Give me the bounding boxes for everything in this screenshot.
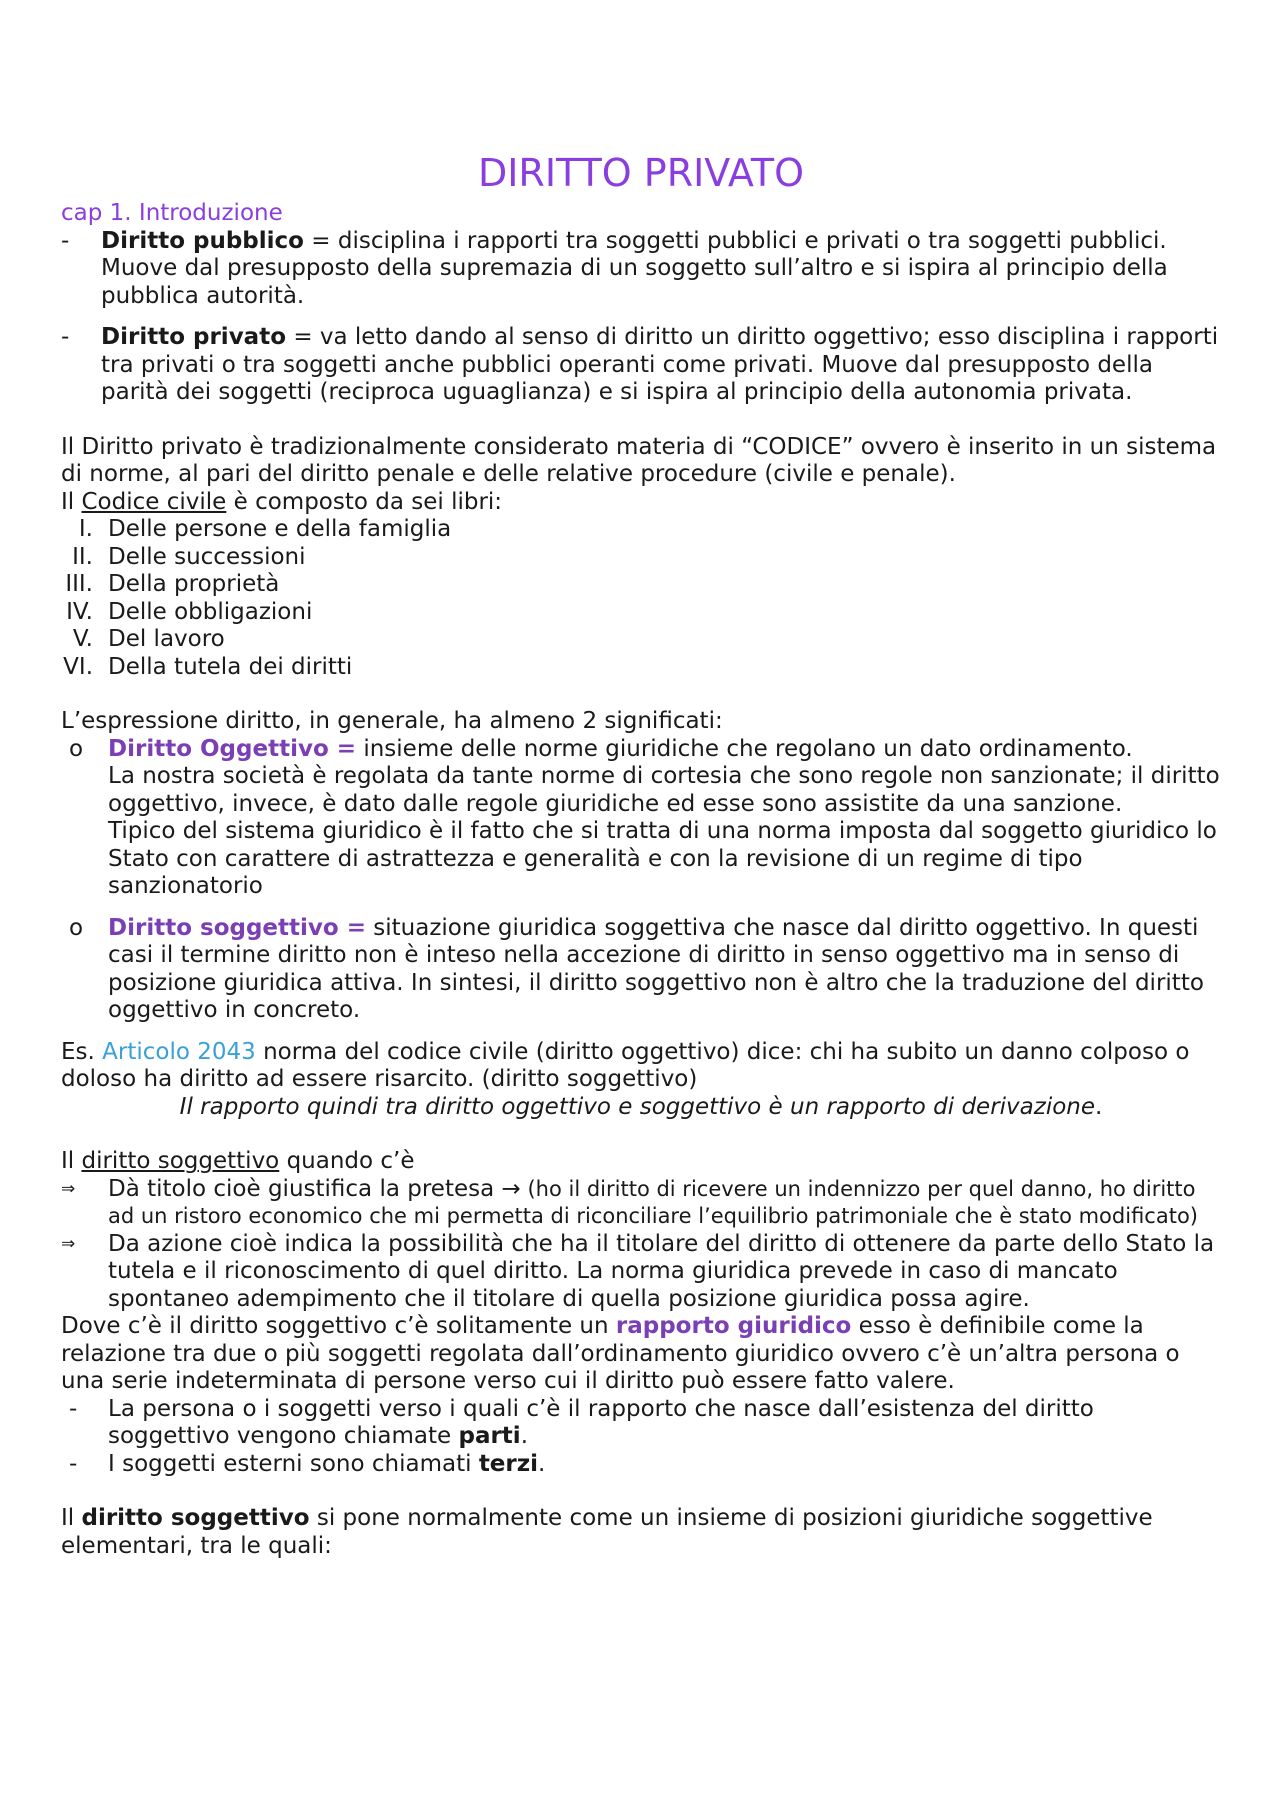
list-item-diritto-oggettivo: o Diritto Oggettivo = insieme delle norme giuridiche che regolano un dato ordinamento. La nostra società è regolata da tante norme di cortesia che sono regole non sanzionate; il diritto oggettivo, invece, è dato dalle regole giuridiche ed esse sono assistite da una sanzione. Tipico del sistema giuridico è il fatto che si tratta di una norma imposta dal soggetto giuridico lo Stato con carattere di astrattezza e generalità e con la revisione di un regime di tipo sanzionatorio: [61, 736, 1221, 901]
list-item-diritto-pubblico: [61, 228, 1221, 311]
paragraph-rapporto: Dove c’è il diritto soggettivo c’è solitamente un rapporto giuridico esso è definibile come la relazione tra due o più soggetti regolata dall’ordinamento giuridico ovvero c’è un’altra persona o una serie indeterminata di persone verso cui il diritto può essere fatto valere.: [61, 1313, 1180, 1394]
term-rapporto-giuridico: rapporto giuridico: [615, 1313, 852, 1339]
dash-marker: -: [61, 324, 70, 350]
paragraph-significati: L’espressione diritto, in generale, ha almeno 2 significati:: [61, 708, 723, 734]
arrow-right-icon: →: [501, 1175, 521, 1202]
list-item-azione: ⇒ Da azione cioè indica la possibilità che ha il titolare del diritto di ottenere da parte dello Stato la tutela e il riconoscimento di quel diritto. La norma giuridica prevede in caso di mancato spontaneo adempimento che il titolare di quella posizione giuridica possa agire.: [61, 1230, 1215, 1312]
list-item: II. Delle successioni: [72, 543, 306, 570]
list-item: I. Delle persone e della famiglia: [78, 516, 452, 542]
link-codice-civile[interactable]: Codice civile: [81, 488, 227, 515]
paragraph-ultimo: Il diritto soggettivo si pone normalmente come un insieme di posizioni giuridiche soggettive elementari, tra le quali:: [61, 1505, 1153, 1559]
paragraph-derivazione: Il rapporto quindi tra diritto oggettivo e soggettivo è un rapporto di derivazione.: [179, 1093, 1103, 1120]
dash-marker: -: [69, 1450, 78, 1477]
paragraph-esempio: Es. Articolo 2043 norma del codice civile (diritto oggettivo) dice: chi ha subito un danno colposo o doloso ha diritto ad essere risarcito. (diritto soggettivo): [61, 1038, 1190, 1092]
link-diritto-soggettivo[interactable]: diritto soggettivo: [81, 1148, 280, 1174]
paragraph-codice: Il Diritto privato è tradizionalmente considerato materia di “CODICE” ovvero è inserito in un sistema di norme, al pari del diritto penale e delle relative procedure (civile e penale).: [61, 433, 1217, 487]
term-diritto-soggettivo: Diritto soggettivo =: [108, 914, 366, 941]
dash-marker: -: [61, 227, 70, 254]
chapter-heading: cap 1. Introduzione: [61, 200, 283, 226]
list-item: V. Del lavoro: [72, 626, 225, 652]
list-item: III. Della proprietà: [65, 571, 280, 597]
list-item: IV. Delle obbligazioni: [66, 598, 313, 625]
circle-marker: o: [69, 735, 84, 762]
list-item: VI. Della tutela dei diritti: [63, 653, 353, 680]
circle-marker: o: [69, 914, 84, 941]
document-content: [61, 150, 1221, 1560]
list-item-terzi: - I soggetti esterni sono chiamati terzi.: [61, 1451, 1221, 1479]
arrow-marker: ⇒: [61, 1233, 76, 1254]
term-diritto-pubblico: Diritto pubblico: [101, 227, 304, 254]
page-title: DIRITTO PRIVATO: [477, 151, 805, 195]
definition-diritto-privato: = va letto dando al senso di diritto un diritto oggettivo; esso disciplina i rapporti tra privati o tra soggetti anche pubblici operanti come privati. Muove dal presupposto della parità dei soggetti (reciproca uguaglianza) e si ispira al principio della autonomia privata.: [101, 324, 1219, 405]
dash-marker: -: [69, 1395, 78, 1422]
term-diritto-oggettivo: Diritto Oggettivo =: [108, 735, 357, 762]
definition-diritto-pubblico: = disciplina i rapporti tra soggetti pubblici e privati o tra soggetti pubblici. Muove dal presupposto della supremazia di un soggetto sull’altro e si ispira al principio della pubblica autorità.: [101, 227, 1168, 309]
list-item-parti: - La persona o i soggetti verso i quali c’è il rapporto che nasce dall’esistenza del diritto soggettivo vengono chiamate parti.: [61, 1396, 1221, 1451]
list-item-diritto-privato: [61, 324, 1221, 407]
paragraph-quando: Il diritto soggettivo quando c’è: [61, 1148, 415, 1174]
paragraph-codice-intro: Il Codice civile è composto da sei libri:: [61, 488, 503, 515]
link-articolo-2043[interactable]: Articolo 2043: [102, 1038, 256, 1065]
list-item-diritto-soggettivo: o Diritto soggettivo = situazione giuridica soggettiva che nasce dal diritto oggettivo. In questi casi il termine diritto non è inteso nella accezione di diritto in senso oggettivo ma in senso di posizione giuridica attiva. In sintesi, il diritto soggettivo non è altro che la traduzione del diritto oggettivo in concreto.: [61, 915, 1221, 1025]
arrow-marker: ⇒: [61, 1178, 76, 1199]
term-diritto-privato: Diritto privato: [101, 324, 286, 350]
list-item-titolo: ⇒ Dà titolo cioè giustifica la pretesa → (ho il diritto di ricevere un indennizzo per quel danno, ho diritto ad un ristoro economico che mi permetta di riconciliare l’equilibrio patrimoniale che è stato modificato): [61, 1175, 1198, 1228]
libri-list: [61, 516, 1221, 681]
